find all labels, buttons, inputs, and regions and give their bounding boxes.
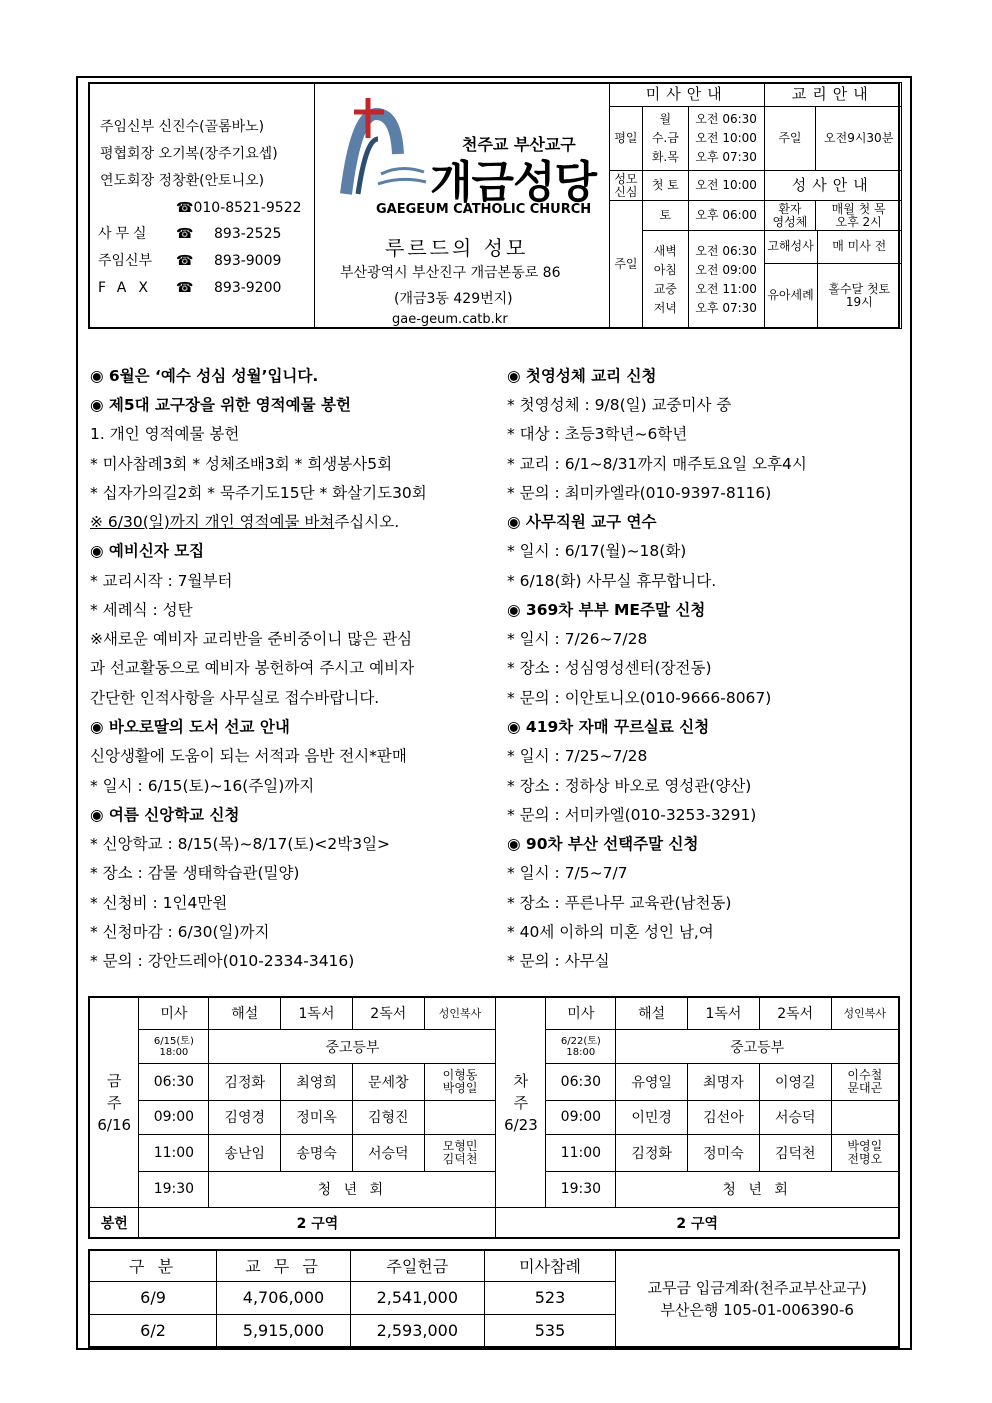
notice-book-mission: ◉ 바오로딸의 도서 선교 안내 [90,718,290,736]
sunday-label: 주일 [610,201,643,329]
notice-line: * 장소 : 정하상 바오로 영성관(양산) [507,777,752,795]
infant-baptism-value: 홀수달 첫토 19시 [817,263,901,328]
reader1: 김선아 [688,1100,760,1134]
col-reading2: 2독서 [352,997,424,1029]
mass-schedule-table [609,82,902,329]
notice-line: * 일시 : 6/15(토)~16(주일)까지 [90,777,315,795]
offering-next-week: 2 구역 [496,1208,899,1238]
commentator: 이민경 [616,1100,688,1134]
reader2: 서승덕 [352,1135,424,1171]
col-reading1: 1독서 [688,997,760,1029]
finance-table [88,1249,900,1348]
notice-line: * 40세 이하의 미혼 성인 남,여 [507,923,714,941]
commentator: 김정화 [616,1135,688,1171]
notice-me-weekend: ◉ 369차 부부 ME주말 신청 [507,601,706,619]
notice-line: * 첫영성체 : 9/8(일) 교중미사 중 [507,396,732,414]
account-info [616,1250,899,1347]
finance-date: 6/9 [89,1281,217,1314]
evening-group: 청 년 회 [616,1171,899,1207]
notice-line: * 6/18(화) 사무실 휴무합니다. [507,572,717,590]
weekday-times: 오전 06:30 오전 10:00 오후 07:30 [688,107,764,171]
notice-line: ※새로운 예비자 교리반을 준비중이니 많은 관심 [90,630,413,648]
notice-line: * 십자가의길2회 * 묵주기도15단 * 화살기도30회 [90,484,427,502]
staff-pastor: 주임신부 신진수(골롬바노) [100,119,265,135]
altar-server: 박영일 전명오 [831,1135,899,1171]
sunday-mass-names: 새벽 아침 교중 저녁 [642,231,688,329]
this-week-label: 금 주 6/16 [89,997,139,1208]
finance-attendance: 535 [484,1314,616,1347]
notice-line: * 일시 : 7/25~7/28 [507,747,648,765]
altar-server: 모형민 김덕천 [424,1135,496,1171]
liturgy-schedule-table [88,996,900,1239]
notice-line: 1. 개인 영적예물 봉헌 [90,425,240,443]
notice-choice-weekend: ◉ 90차 부산 선택주말 신청 [507,835,699,853]
col-server: 성인복사 [424,997,496,1029]
col-mass: 미사 [546,997,616,1029]
website: gae-geum.catb.kr [392,312,508,327]
diocese-name: 천주교 부산교구 [462,135,576,154]
col-reading1: 1독서 [281,997,353,1029]
reader1: 정미옥 [281,1100,353,1134]
confession-label: 고해성사 [765,231,818,263]
phone-icon: ☎ [176,280,194,296]
notice-catechumen: ◉ 예비신자 모집 [90,542,205,560]
notice-line: * 신앙학교 : 8/15(목)~8/17(토)<2박3일> [90,835,391,853]
evening-time: 19:30 [546,1171,616,1207]
saturday-time: 오후 06:00 [688,201,764,231]
reader2: 문세창 [352,1064,424,1100]
account-number: 부산은행 105-01-006390-6 [660,1300,854,1319]
notice-summer-school: ◉ 여름 신앙학교 신청 [90,806,240,824]
col-sunday-offering: 주일헌금 [350,1250,484,1281]
col-dues: 교 무 금 [217,1250,351,1281]
mass-time: 06:30 [546,1064,616,1100]
catechism-guide-title: 교리안내 [764,83,901,107]
account-title: 교무금 입금계좌(천주교부산교구) [647,1278,867,1297]
notice-line: * 일시 : 6/17(월)~18(화) [507,542,687,560]
notice-line: * 신청비 : 1인4만원 [90,894,228,912]
mass-time: 06:30 [139,1064,209,1100]
next-week-label: 차 주 6/23 [496,997,546,1208]
notice-line: * 문의 : 이안토니오(010-9666-8067) [507,689,772,707]
contact-pastor-number: 893-9009 [214,253,282,269]
reader2: 이영길 [759,1064,831,1100]
evening-group: 청 년 회 [209,1171,496,1207]
finance-offering: 2,541,000 [350,1281,484,1314]
notice-line: * 교리 : 6/1~8/31까지 매주토요일 오후4시 [507,455,807,473]
reader1: 최영희 [281,1064,353,1100]
next-sat-time: 6/22(토) 18:00 [546,1029,616,1063]
offering-label: 봉헌 [89,1208,139,1238]
evening-time: 19:30 [139,1171,209,1207]
header-box [88,82,900,329]
weekday-days: 월 수.금 화.목 [642,107,688,171]
offering-this-week: 2 구역 [139,1208,496,1238]
deadline-tail: 주십시오. [334,513,400,531]
altar-server [424,1100,496,1134]
col-category: 구 분 [89,1250,217,1281]
sick-communion-value: 매월 첫 목 오후 2시 [816,201,902,231]
church-name: 개금성당 [430,157,597,208]
notice-first-communion: ◉ 첫영성체 교리 신청 [507,367,657,385]
col-mass: 미사 [139,997,209,1029]
altar-server: 이형동 박영일 [424,1064,496,1100]
reader1: 송명숙 [281,1135,353,1171]
finance-attendance: 523 [484,1281,616,1314]
altar-server [831,1100,899,1134]
mass-time: 11:00 [546,1135,616,1171]
notice-deadline [90,510,399,532]
reader2: 서승덕 [759,1100,831,1134]
first-saturday-label: 성모 신심 [610,171,643,201]
next-sat-group: 중고등부 [616,1029,899,1063]
weekday-label: 평일 [610,107,643,171]
notice-staff-training: ◉ 사무직원 교구 연수 [507,513,657,531]
this-sat-group: 중고등부 [209,1029,496,1063]
notice-line: * 일시 : 7/26~7/28 [507,630,648,648]
commentator: 송난임 [209,1135,281,1171]
notice-line: * 일시 : 7/5~7/7 [507,864,628,882]
notice-line: * 미사참례3회 * 성체조배3회 * 희생봉사5회 [90,455,393,473]
phone-icon: ☎ [176,226,194,242]
contact-fax-label: FAX [98,280,160,296]
finance-dues: 5,915,000 [217,1314,351,1347]
contact-office-label: 사무실 [98,226,151,242]
contact-office-number: 893-2525 [214,226,282,242]
col-commentary: 해설 [616,997,688,1029]
reader1: 정미숙 [688,1135,760,1171]
deadline-underlined: ※ 6/30(일)까지 개인 영적예물 바쳐 [90,513,335,531]
reader2: 김형진 [352,1100,424,1134]
notice-cursillo: ◉ 419차 자매 꾸르실료 신청 [507,718,710,736]
sacrament-guide-title: 성사안내 [764,171,901,201]
contact-fax-number: 893-9200 [214,280,282,296]
commentator: 유영일 [616,1064,688,1100]
reader1: 최명자 [688,1064,760,1100]
mass-time: 09:00 [546,1100,616,1134]
col-attendance: 미사참례 [484,1250,616,1281]
notice-line: * 문의 : 사무실 [507,952,610,970]
finance-date: 6/2 [89,1314,217,1347]
notice-line: 과 선교활동으로 예비자 봉헌하여 주시고 예비자 [90,659,415,677]
address-detail: (개금3동 429번지) [394,291,513,307]
reader2: 김덕천 [759,1135,831,1171]
phone-mobile: ☎010-8521-9522 [176,200,302,216]
notice-sacred-heart: ◉ 6월은 ‘예수 성심 성월’입니다. [90,367,319,385]
notice-bishop-offering: ◉ 제5대 교구장을 위한 영적예물 봉헌 [90,396,351,414]
notice-line: * 문의 : 강안드레아(010-2334-3416) [90,952,355,970]
church-name-en: GAEGEUM CATHOLIC CHURCH [376,202,592,217]
first-saturday-day: 첫 토 [642,171,688,201]
altar-server: 이수철 문대곤 [831,1064,899,1100]
saturday-day: 토 [642,201,688,231]
patron-saint: 루르드의 성모 [385,236,529,260]
notice-line: * 신청마감 : 6/30(일)까지 [90,923,270,941]
notice-line: * 세례식 : 성탄 [90,601,193,619]
contact-pastor-label: 주임신부 [98,253,153,269]
confession-value: 매 미사 전 [817,231,901,263]
notice-line: * 문의 : 서미카엘(010-3253-3291) [507,806,757,824]
mass-guide-title: 미사안내 [610,83,765,107]
infant-baptism-label: 유아세례 [765,263,818,328]
col-reading2: 2독서 [759,997,831,1029]
notice-line: * 장소 : 푸른나무 교육관(남천동) [507,894,732,912]
mass-time: 09:00 [139,1100,209,1134]
first-saturday-time: 오전 10:00 [688,171,764,201]
commentator: 김영경 [209,1100,281,1134]
church-logo-icon [326,94,436,204]
staff-council: 평협회장 오기복(장주기요셉) [100,146,278,162]
notice-line: * 장소 : 감물 생태학습관(밀양) [90,864,300,882]
notice-line: * 장소 : 성심영성센터(장전동) [507,659,712,677]
notice-line: 신앙생활에 도움이 되는 서적과 음반 전시*판매 [90,747,407,765]
sick-communion-label: 환자 영성체 [764,201,816,231]
catechism-sunday-label: 주일 [764,107,816,171]
address: 부산광역시 부산진구 개금본동로 86 [340,265,561,281]
staff-yeondo: 연도회장 정창환(안토니오) [100,173,265,189]
finance-dues: 4,706,000 [217,1281,351,1314]
col-server: 성인복사 [831,997,899,1029]
phone-icon: ☎ [176,253,194,269]
notice-line: * 대상 : 초등3학년~6학년 [507,425,688,443]
sunday-mass-times: 오전 06:30 오전 09:00 오전 11:00 오후 07:30 [688,231,764,329]
catechism-time: 오전9시30분 [816,107,902,171]
finance-offering: 2,593,000 [350,1314,484,1347]
this-sat-time: 6/15(토) 18:00 [139,1029,209,1063]
sacrament-cells [764,231,901,329]
sacrament-subtable [765,231,901,328]
commentator: 김정화 [209,1064,281,1100]
notice-line: 간단한 인적사항을 사무실로 접수바랍니다. [90,689,380,707]
notice-line: * 교리시작 : 7월부터 [90,572,233,590]
notice-line: * 문의 : 최미카엘라(010-9397-8116) [507,484,772,502]
col-commentary: 해설 [209,997,281,1029]
mass-time: 11:00 [139,1135,209,1171]
